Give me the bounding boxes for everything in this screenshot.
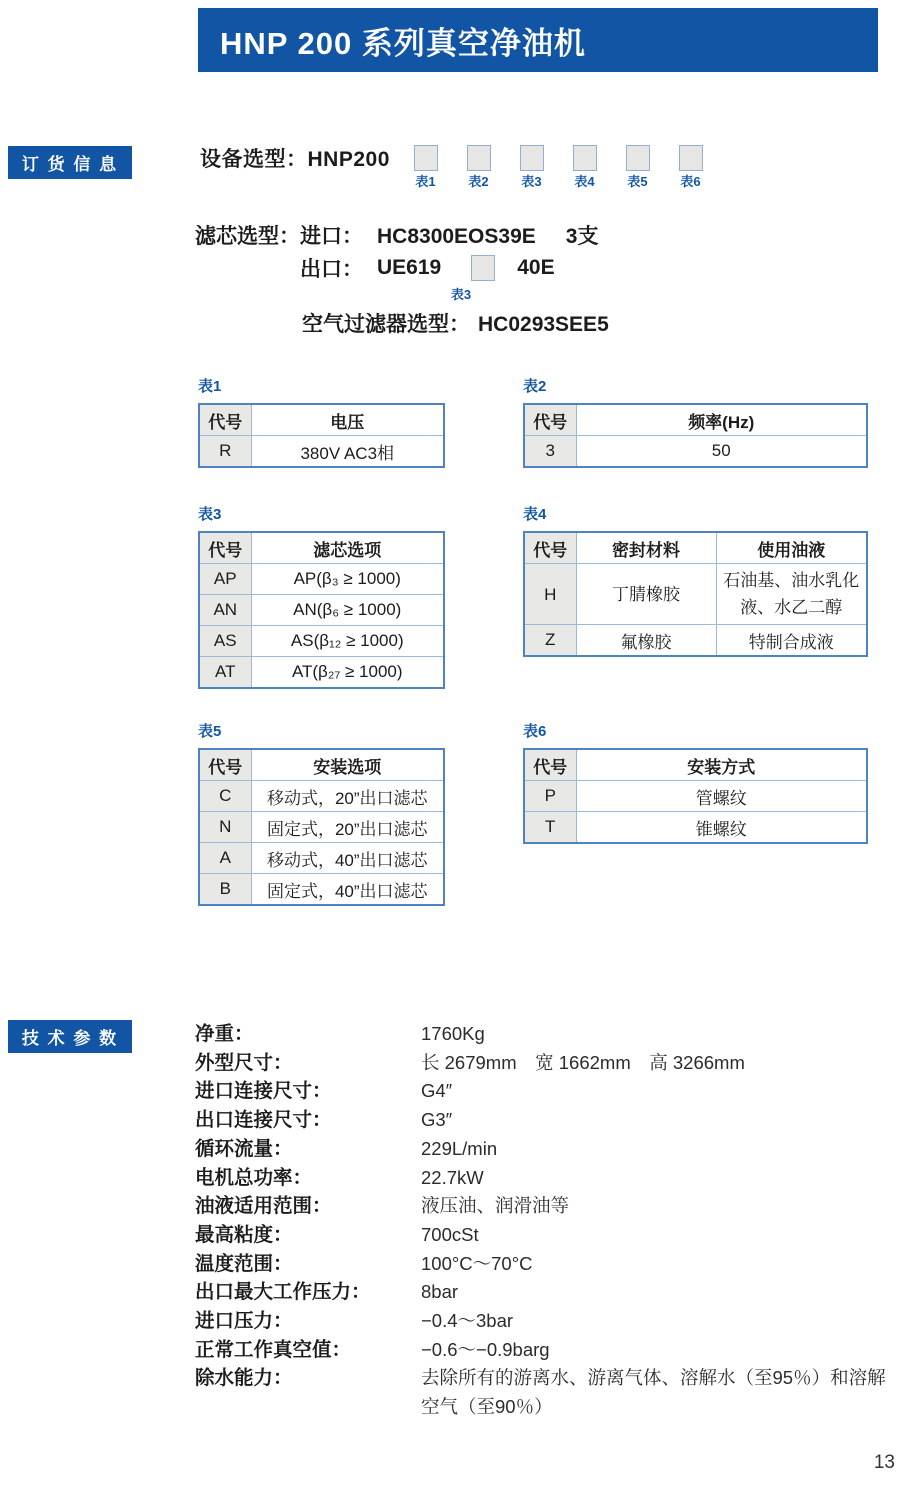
- table5-cell-mount-option: 固定式，40”出口滤芯: [251, 874, 444, 906]
- table5-cell-code: B: [199, 874, 251, 906]
- table2-cell-code: 3: [524, 436, 576, 468]
- param-row-motor-power: [195, 1164, 895, 1193]
- table5-cell-mount-option: 移动式，40”出口滤芯: [251, 843, 444, 874]
- table-row: [199, 812, 444, 843]
- param-value: 液压油、润滑油等: [421, 1195, 570, 1217]
- filter-outlet-line: [300, 253, 555, 283]
- param-label: 出口连接尺寸：: [195, 1109, 332, 1132]
- table2-header-code: 代号: [524, 404, 576, 436]
- option-box-group-2: [452, 145, 505, 189]
- param-label: 进口压力：: [195, 1310, 293, 1333]
- table6-cell-mount-type: 管螺纹: [576, 781, 867, 812]
- option-box-group-4: [558, 145, 611, 189]
- table5-label: 表5: [198, 723, 222, 740]
- table4-cell-seal: 丁腈橡胶: [576, 564, 716, 625]
- param-row-max-outlet-pressure: [195, 1278, 895, 1307]
- table5-cell-code: A: [199, 843, 251, 874]
- filter-outlet-value: UE619: [377, 256, 442, 279]
- section-label-tech: [8, 1020, 132, 1053]
- option-code-box-2: [467, 145, 491, 171]
- table-row: [199, 626, 444, 657]
- table2-cell-frequency: 50: [576, 436, 867, 468]
- table3-cell-option: AS(β₁₂ ≥ 1000): [251, 626, 444, 657]
- table6-header-code: 代号: [524, 749, 576, 781]
- filter-outlet-suffix: 40E: [517, 256, 555, 279]
- air-filter-value: HC0293SEE5: [478, 313, 609, 336]
- table1: [198, 403, 445, 468]
- table1-cell-voltage: 380V AC3相: [251, 436, 444, 468]
- param-label: 出口最大工作压力：: [195, 1281, 371, 1304]
- param-label: 正常工作真空值：: [195, 1338, 352, 1361]
- table2-label: 表2: [523, 378, 547, 395]
- option-box-ref-1: 表1: [415, 174, 436, 189]
- table5-header-code: 代号: [199, 749, 251, 781]
- table6-cell-code: P: [524, 781, 576, 812]
- table-row: [524, 625, 867, 657]
- option-box-ref-2: 表2: [468, 174, 489, 189]
- param-value: −0.6～−0.9barg: [421, 1338, 550, 1360]
- table4-cell-seal: 氟橡胶: [576, 625, 716, 657]
- table3: [198, 531, 445, 689]
- param-row-max-viscosity: [195, 1221, 895, 1250]
- section-label-ordering-text: 订 货 信 息: [21, 155, 119, 174]
- table6-cell-mount-type: 锥螺纹: [576, 812, 867, 844]
- device-selection-line: [200, 145, 390, 175]
- tech-params-list: [195, 1020, 895, 1422]
- option-box-group-3: [505, 145, 558, 189]
- table6-cell-code: T: [524, 812, 576, 844]
- param-row-outlet-size: [195, 1106, 895, 1135]
- param-value: −0.4～3bar: [421, 1310, 514, 1332]
- filter-outlet-label: 出口：: [300, 258, 363, 281]
- table6-label: 表6: [523, 723, 547, 740]
- table3-cell-option: AN(β₆ ≥ 1000): [251, 595, 444, 626]
- table4-cell-code: Z: [524, 625, 576, 657]
- table-row: [524, 436, 867, 468]
- table5: [198, 748, 445, 906]
- table5-cell-mount-option: 固定式，20”出口滤芯: [251, 812, 444, 843]
- table4-label: 表4: [523, 506, 547, 523]
- param-row-water-removal: [195, 1364, 895, 1421]
- table3-label: 表3: [198, 506, 222, 523]
- table2-header-frequency: 频率(Hz): [576, 404, 867, 436]
- section-label-ordering: [8, 146, 132, 179]
- option-box-group-6: [664, 145, 717, 189]
- table-row: [524, 564, 867, 625]
- option-box-ref-3: 表3: [521, 174, 542, 189]
- option-box-group-1: [399, 145, 452, 189]
- page-title-text: HNP 200 系列真空净油机: [220, 25, 586, 61]
- param-label: 最高粘度：: [195, 1223, 293, 1246]
- table5-cell-code: N: [199, 812, 251, 843]
- table5-cell-mount-option: 移动式，20”出口滤芯: [251, 781, 444, 812]
- filter-inlet-label: 滤芯选型：进口：: [195, 225, 363, 248]
- table4-header-code: 代号: [524, 532, 576, 564]
- table-row: [199, 436, 444, 468]
- table-row: [199, 843, 444, 874]
- filter-inlet-qty: 3支: [565, 225, 599, 248]
- option-code-box-4: [573, 145, 597, 171]
- table1-cell-code: R: [199, 436, 251, 468]
- option-code-box-5: [626, 145, 650, 171]
- filter-inlet-value: HC8300EOS39E: [377, 225, 536, 248]
- param-label: 电机总功率：: [195, 1166, 313, 1189]
- section-label-tech-text: 技 术 参 数: [21, 1029, 119, 1048]
- table6: [523, 748, 868, 844]
- param-label: 进口连接尺寸：: [195, 1080, 332, 1103]
- option-code-box-6: [679, 145, 703, 171]
- table-row: [524, 812, 867, 844]
- table4: [523, 531, 868, 657]
- param-row-dimensions: [195, 1049, 895, 1078]
- table-row: [199, 564, 444, 595]
- param-value: 22.7kW: [421, 1166, 484, 1188]
- table4-header-seal: 密封材料: [576, 532, 716, 564]
- param-label: 外型尺寸：: [195, 1051, 293, 1074]
- table-row: [199, 874, 444, 906]
- table4-cell-fluid: 石油基、油水乳化液、水乙二醇: [716, 564, 867, 625]
- device-selection-text: 设备选型：HNP200: [200, 148, 390, 171]
- table5-cell-code: C: [199, 781, 251, 812]
- page-number: 13: [873, 1452, 895, 1473]
- table3-cell-code: AS: [199, 626, 251, 657]
- option-box-ref-4: 表4: [574, 174, 595, 189]
- option-box-ref-6: 表6: [680, 174, 701, 189]
- table6-header-mount-type: 安装方式: [576, 749, 867, 781]
- air-filter-label: 空气过滤器选型：: [302, 313, 470, 336]
- air-filter-line: [302, 310, 609, 340]
- table4-header-fluid: 使用油液: [716, 532, 867, 564]
- table3-cell-option: AP(β₃ ≥ 1000): [251, 564, 444, 595]
- param-value: 8bar: [421, 1281, 459, 1303]
- param-value: 100°C～70°C: [421, 1252, 533, 1274]
- param-value: 229L/min: [421, 1137, 498, 1159]
- param-label: 温度范围：: [195, 1252, 293, 1275]
- table1-header-voltage: 电压: [251, 404, 444, 436]
- param-value: 1760Kg: [421, 1023, 485, 1044]
- table-row: [524, 781, 867, 812]
- table3-cell-code: AP: [199, 564, 251, 595]
- table3-cell-option: AT(β₂₇ ≥ 1000): [251, 657, 444, 689]
- param-value: 去除所有的游离水、游离气体、溶解水（至95％）和溶解空气（至90％）: [421, 1367, 886, 1418]
- param-value: 700cSt: [421, 1223, 479, 1245]
- param-label: 除水能力：: [195, 1367, 293, 1390]
- filter-outlet-box-ref: 表3: [450, 287, 472, 302]
- option-code-box-1: [414, 145, 438, 171]
- option-code-box-3: [520, 145, 544, 171]
- table-row: [199, 657, 444, 689]
- param-row-inlet-pressure: [195, 1307, 895, 1336]
- table4-cell-code: H: [524, 564, 576, 625]
- filter-inlet-line: [195, 222, 598, 252]
- table5-header-mount-option: 安装选项: [251, 749, 444, 781]
- table2: [523, 403, 868, 468]
- param-row-temp-range: [195, 1250, 895, 1279]
- table3-header-option: 滤芯选项: [251, 532, 444, 564]
- filter-outlet-code-box: [471, 255, 495, 281]
- table4-cell-fluid: 特制合成液: [716, 625, 867, 657]
- table-row: [199, 781, 444, 812]
- param-value: G4″: [421, 1080, 453, 1102]
- page-title: [198, 8, 878, 72]
- param-value: G3″: [421, 1109, 453, 1131]
- param-label: 净重：: [195, 1023, 254, 1045]
- param-value: 长 2679mm 宽 1662mm 高 3266mm: [421, 1051, 745, 1073]
- table3-header-code: 代号: [199, 532, 251, 564]
- table3-cell-code: AT: [199, 657, 251, 689]
- device-option-boxes: [399, 145, 717, 189]
- table1-header-code: 代号: [199, 404, 251, 436]
- param-row-net-weight: [195, 1020, 895, 1049]
- param-row-fluid-range: [195, 1192, 895, 1221]
- param-row-vacuum-value: [195, 1336, 895, 1365]
- option-box-ref-5: 表5: [627, 174, 648, 189]
- param-row-flow-rate: [195, 1135, 895, 1164]
- table-row: [199, 595, 444, 626]
- table3-cell-code: AN: [199, 595, 251, 626]
- param-label: 循环流量：: [195, 1137, 293, 1160]
- option-box-group-5: [611, 145, 664, 189]
- param-row-inlet-size: [195, 1077, 895, 1106]
- param-label: 油液适用范围：: [195, 1195, 332, 1218]
- table1-label: 表1: [198, 378, 222, 395]
